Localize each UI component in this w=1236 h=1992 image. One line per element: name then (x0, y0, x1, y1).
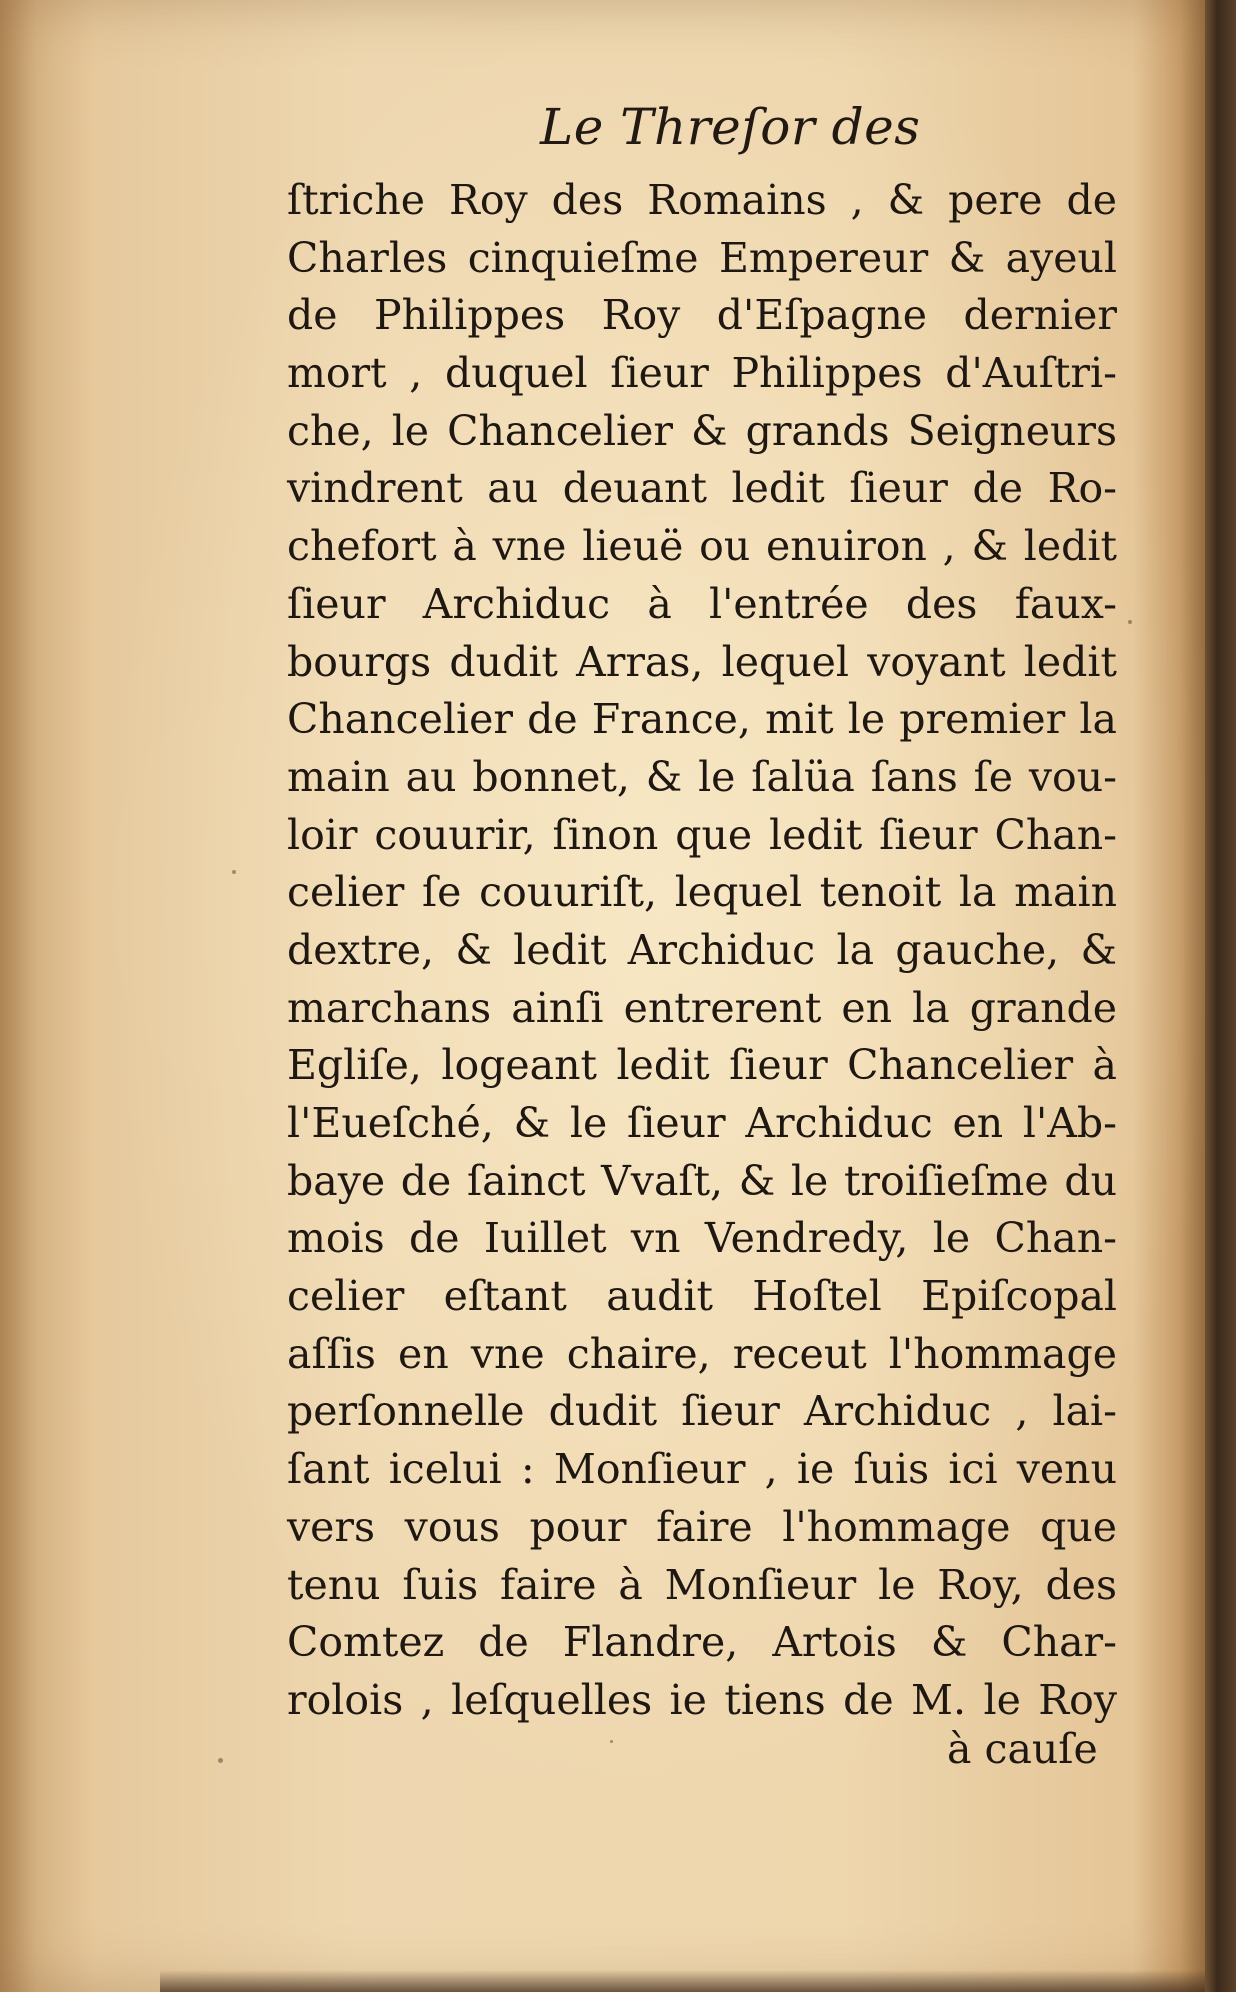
paper-speck (610, 1740, 613, 1743)
paper-speck (1128, 620, 1132, 624)
text-line: Chancelier de France, mit le premier la (287, 695, 1117, 744)
text-line: perſonnelle dudit ſieur Archiduc , lai- (287, 1387, 1117, 1436)
text-line: baye de ſainct Vvaſt, & le troiſieſme du (287, 1156, 1117, 1205)
text-line: aſſis en vne chaire, receut l'hommage (287, 1329, 1117, 1378)
text-line: mort , duquel ſieur Philippes d'Auſtri- (287, 349, 1117, 398)
page-bottom-edge (160, 1970, 1205, 1992)
paper-speck (218, 1758, 223, 1763)
book-binding-edge (1205, 0, 1236, 1992)
text-line: rolois , leſquelles ie tiens de M. le Roy (287, 1675, 1117, 1724)
text-line: vindrent au deuant ledit ſieur de Ro- (287, 464, 1117, 513)
text-line: celier ſe couuriſt, lequel tenoit la main (287, 868, 1117, 917)
text-line: ſant icelui : Monſieur , ie ſuis ici venu (287, 1445, 1117, 1494)
text-line: Egliſe, logeant ledit ſieur Chancelier à (287, 1041, 1117, 1090)
text-line: chefort à vne lieuë ou enuiron , & ledit (287, 522, 1117, 571)
text-line: ſieur Archiduc à l'entrée des faux- (287, 579, 1117, 628)
text-line: main au bonnet, & le ſalüa ſans ſe vou- (287, 752, 1117, 801)
text-line: de Philippes Roy d'Eſpagne dernier (287, 291, 1117, 340)
catchword: à cauſe (947, 1725, 1098, 1773)
text-line: Charles cinquieſme Empereur & ayeul (287, 233, 1117, 282)
paper-speck (232, 870, 236, 874)
text-line: Comtez de Flandre, Artois & Char- (287, 1618, 1117, 1667)
text-line: celier eſtant audit Hoſtel Epiſcopal (287, 1272, 1117, 1321)
running-header: Le Threſor des (540, 98, 921, 156)
text-line: l'Eueſché, & le ſieur Archiduc en l'Ab- (287, 1099, 1117, 1147)
text-line: loir couurir, ſinon que ledit ſieur Chan- (287, 810, 1117, 859)
text-line: vers vous pour faire l'hommage que (287, 1502, 1117, 1551)
text-line: bourgs dudit Arras, lequel voyant ledit (287, 637, 1117, 686)
text-line: mois de Iuillet vn Vendredy, le Chan- (287, 1214, 1117, 1263)
text-line: marchans ainſi entrerent en la grande (287, 983, 1117, 1032)
text-line: che, le Chancelier & grands Seigneurs (287, 406, 1117, 455)
body-text (287, 172, 1117, 1730)
text-line: ſtriche Roy des Romains , & pere de (287, 176, 1117, 224)
text-line: tenu ſuis faire à Monſieur le Roy, des (287, 1560, 1117, 1609)
text-line: dextre, & ledit Archiduc la gauche, & (287, 925, 1117, 974)
